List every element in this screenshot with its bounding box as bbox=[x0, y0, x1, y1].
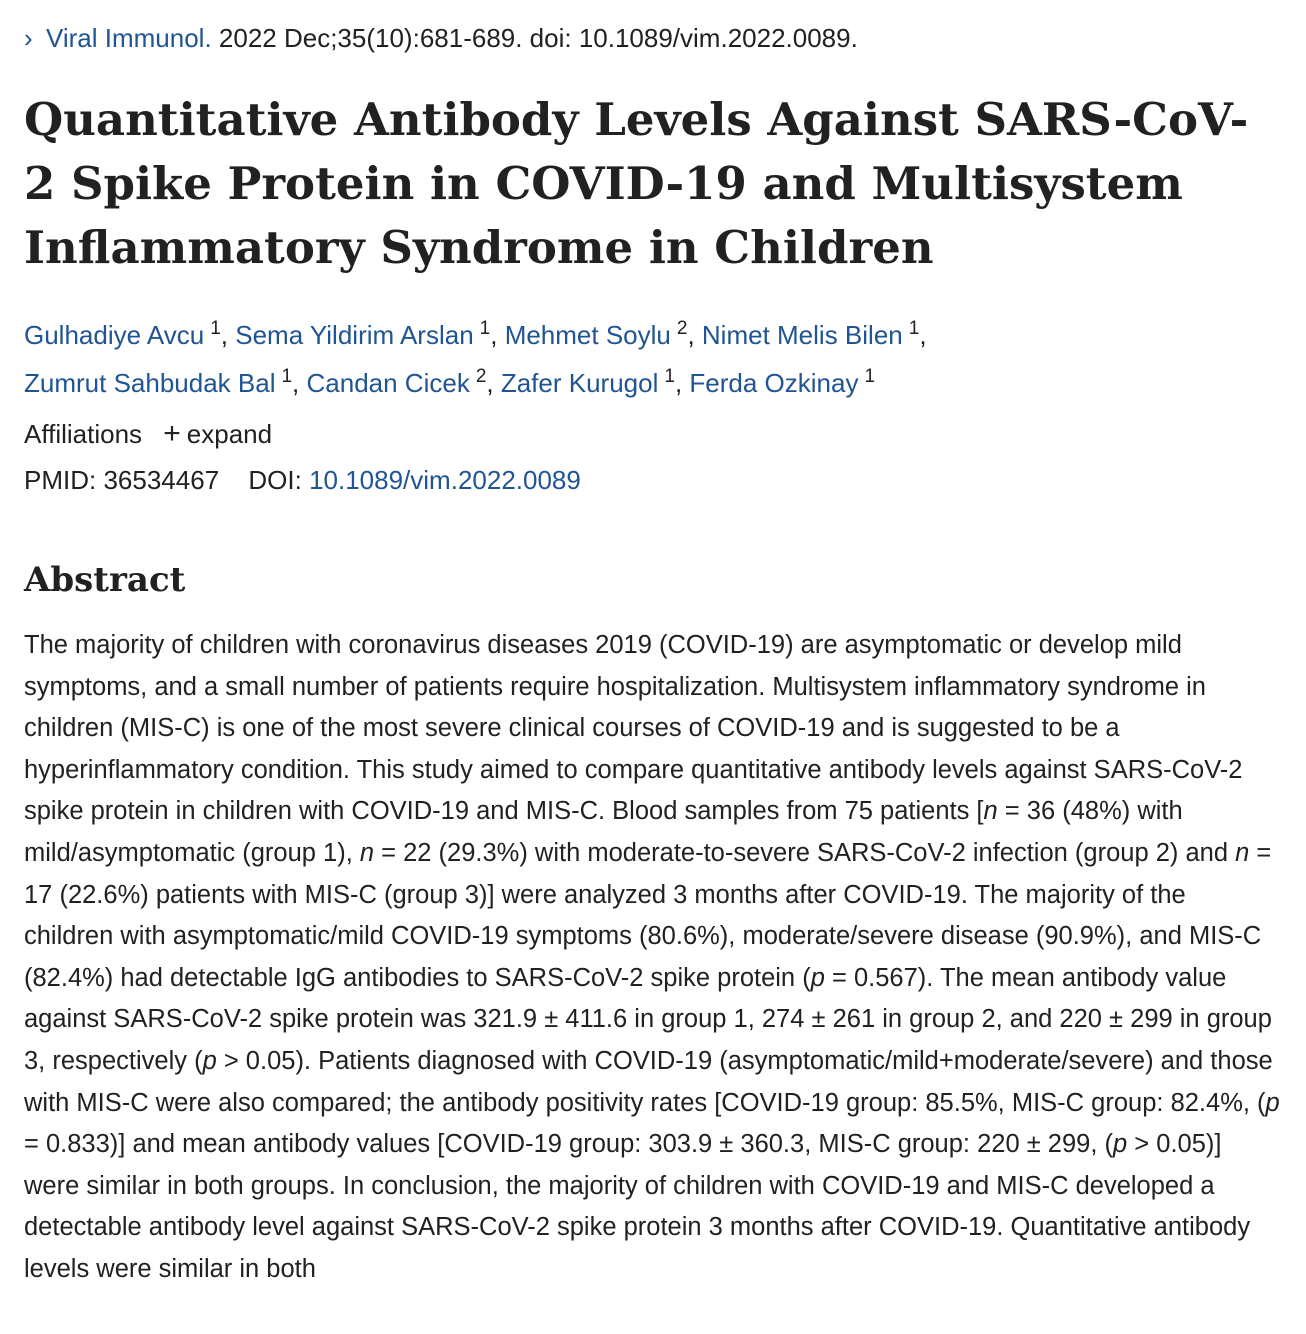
abstract-segment: = 36 (48%) with mild/asymptomatic (group 1), bbox=[24, 797, 1183, 867]
affiliation-number[interactable]: 2 bbox=[676, 318, 688, 339]
citation-line bbox=[24, 22, 858, 54]
abstract-segment: = 22 (29.3%) with moderate-to-severe SARS-CoV-2 infection (group 2) and bbox=[374, 838, 1236, 867]
pmid-label: PMID: bbox=[24, 465, 97, 495]
doi-label: DOI: bbox=[248, 465, 302, 495]
pmid-value: 36534467 bbox=[103, 465, 220, 495]
chevron-right-icon[interactable]: › bbox=[24, 23, 33, 53]
abstract-italic-symbol: p bbox=[202, 1046, 217, 1075]
affiliation-number[interactable]: 1 bbox=[281, 366, 293, 387]
abstract-italic-symbol: p bbox=[1265, 1088, 1280, 1117]
author-list bbox=[24, 308, 1274, 404]
author-separator: , bbox=[687, 320, 702, 350]
affiliation-number[interactable]: 1 bbox=[210, 318, 221, 339]
affiliation-number[interactable]: 1 bbox=[908, 318, 920, 339]
author-link[interactable]: Candan Cicek bbox=[306, 368, 470, 398]
author-link[interactable]: Zumrut Sahbudak Bal bbox=[24, 368, 276, 398]
abstract-segment: > 0.05)] were similar in both groups. In conclusion, the majority of children with COVID-19 and MIS-C developed a detectable antibody level against SARS-CoV-2 spike protein 3 months after COVID-19. Quantitative antibody levels were similar in both bbox=[24, 1130, 1251, 1283]
abstract-segment: > 0.05). Patients diagnosed with COVID-19 (asymptomatic/mild+moderate/severe) and those with MIS-C were also compared; the antibody positivity rates [COVID-19 group: 85.5%, MIS-C group: 82.4%, ( bbox=[24, 1046, 1273, 1117]
author-separator: , bbox=[220, 320, 236, 350]
citation-details: 2022 Dec;35(10):681-689. doi: 10.1089/vim.2022.0089. bbox=[211, 23, 858, 53]
abstract-italic-symbol: p bbox=[810, 963, 825, 992]
affiliation-number[interactable]: 1 bbox=[864, 366, 876, 387]
author-link[interactable]: Gulhadiye Avcu bbox=[24, 320, 205, 350]
affiliation-number[interactable]: 2 bbox=[475, 366, 487, 387]
affiliation-number[interactable]: 1 bbox=[479, 318, 491, 339]
author-separator: , bbox=[674, 368, 690, 398]
affiliations-expand-button[interactable] bbox=[163, 419, 272, 449]
article-title: Quantitative Antibody Levels Against SARS-CoV-2 Spike Protein in COVID-19 and Multisystem Inflammatory Syndrome in Children bbox=[24, 93, 1249, 274]
author-separator: , bbox=[490, 320, 505, 350]
affiliations-row bbox=[24, 418, 272, 450]
identifiers-row bbox=[24, 464, 581, 496]
abstract-italic-symbol: n bbox=[1235, 838, 1250, 867]
abstract-segment: = 0.567). The mean antibody value against SARS-CoV-2 spike protein was 321.9 ± 411.6 in group 1, 274 ± 261 in group 2, and 220 ± 299 in group 3, respectively ( bbox=[24, 963, 1272, 1075]
author-separator: , bbox=[292, 368, 307, 398]
author-link[interactable]: Zafer Kurugol bbox=[500, 368, 659, 398]
abstract-italic-symbol: n bbox=[359, 838, 375, 867]
abstract-heading: Abstract bbox=[24, 560, 186, 600]
abstract-segment: = 0.833)] and mean antibody values [COVID-19 group: 303.9 ± 360.3, MIS-C group: 220 ± 299, ( bbox=[24, 1130, 1114, 1159]
author-separator: , bbox=[919, 320, 927, 350]
plus-icon: + bbox=[163, 417, 181, 450]
abstract-italic-symbol: n bbox=[983, 797, 998, 826]
abstract-segment: = 17 (22.6%) patients with MIS-C (group 3)] were analyzed 3 months after COVID-19. The majority of the children with asymptomatic/mild COVID-19 symptoms (80.6%), moderate/severe disease (90.9%), and MIS-C (82.4%) had detectable IgG antibodies to SARS-CoV-2 spike protein ( bbox=[24, 838, 1272, 992]
journal-link[interactable]: Viral Immunol. bbox=[46, 23, 212, 53]
author-link[interactable]: Nimet Melis Bilen bbox=[701, 320, 903, 350]
affiliation-number[interactable]: 1 bbox=[664, 366, 675, 387]
expand-label: expand bbox=[186, 419, 273, 449]
author-link[interactable]: Mehmet Soylu bbox=[504, 320, 671, 350]
author-link[interactable]: Ferda Ozkinay bbox=[689, 368, 859, 398]
abstract-segment: The majority of children with coronavirus diseases 2019 (COVID-19) are asymptomatic or develop mild symptoms, and a small number of patients require hospitalization. Multisystem inflammatory syndrome in children (MIS-C) is one of the most severe clinical courses of COVID-19 and is suggested to be a hyperinflammatory condition. This study aimed to compare quantitative antibody levels against SARS-CoV-2 spike protein in children with COVID-19 and MIS-C. Blood samples from 75 patients [ bbox=[24, 631, 1243, 826]
author-link[interactable]: Sema Yildirim Arslan bbox=[235, 320, 474, 350]
author-separator: , bbox=[486, 368, 501, 398]
abstract-text bbox=[24, 625, 1282, 1291]
abstract-italic-symbol: p bbox=[1113, 1130, 1128, 1159]
doi-link[interactable]: 10.1089/vim.2022.0089 bbox=[309, 465, 581, 495]
affiliations-label: Affiliations bbox=[24, 419, 143, 449]
